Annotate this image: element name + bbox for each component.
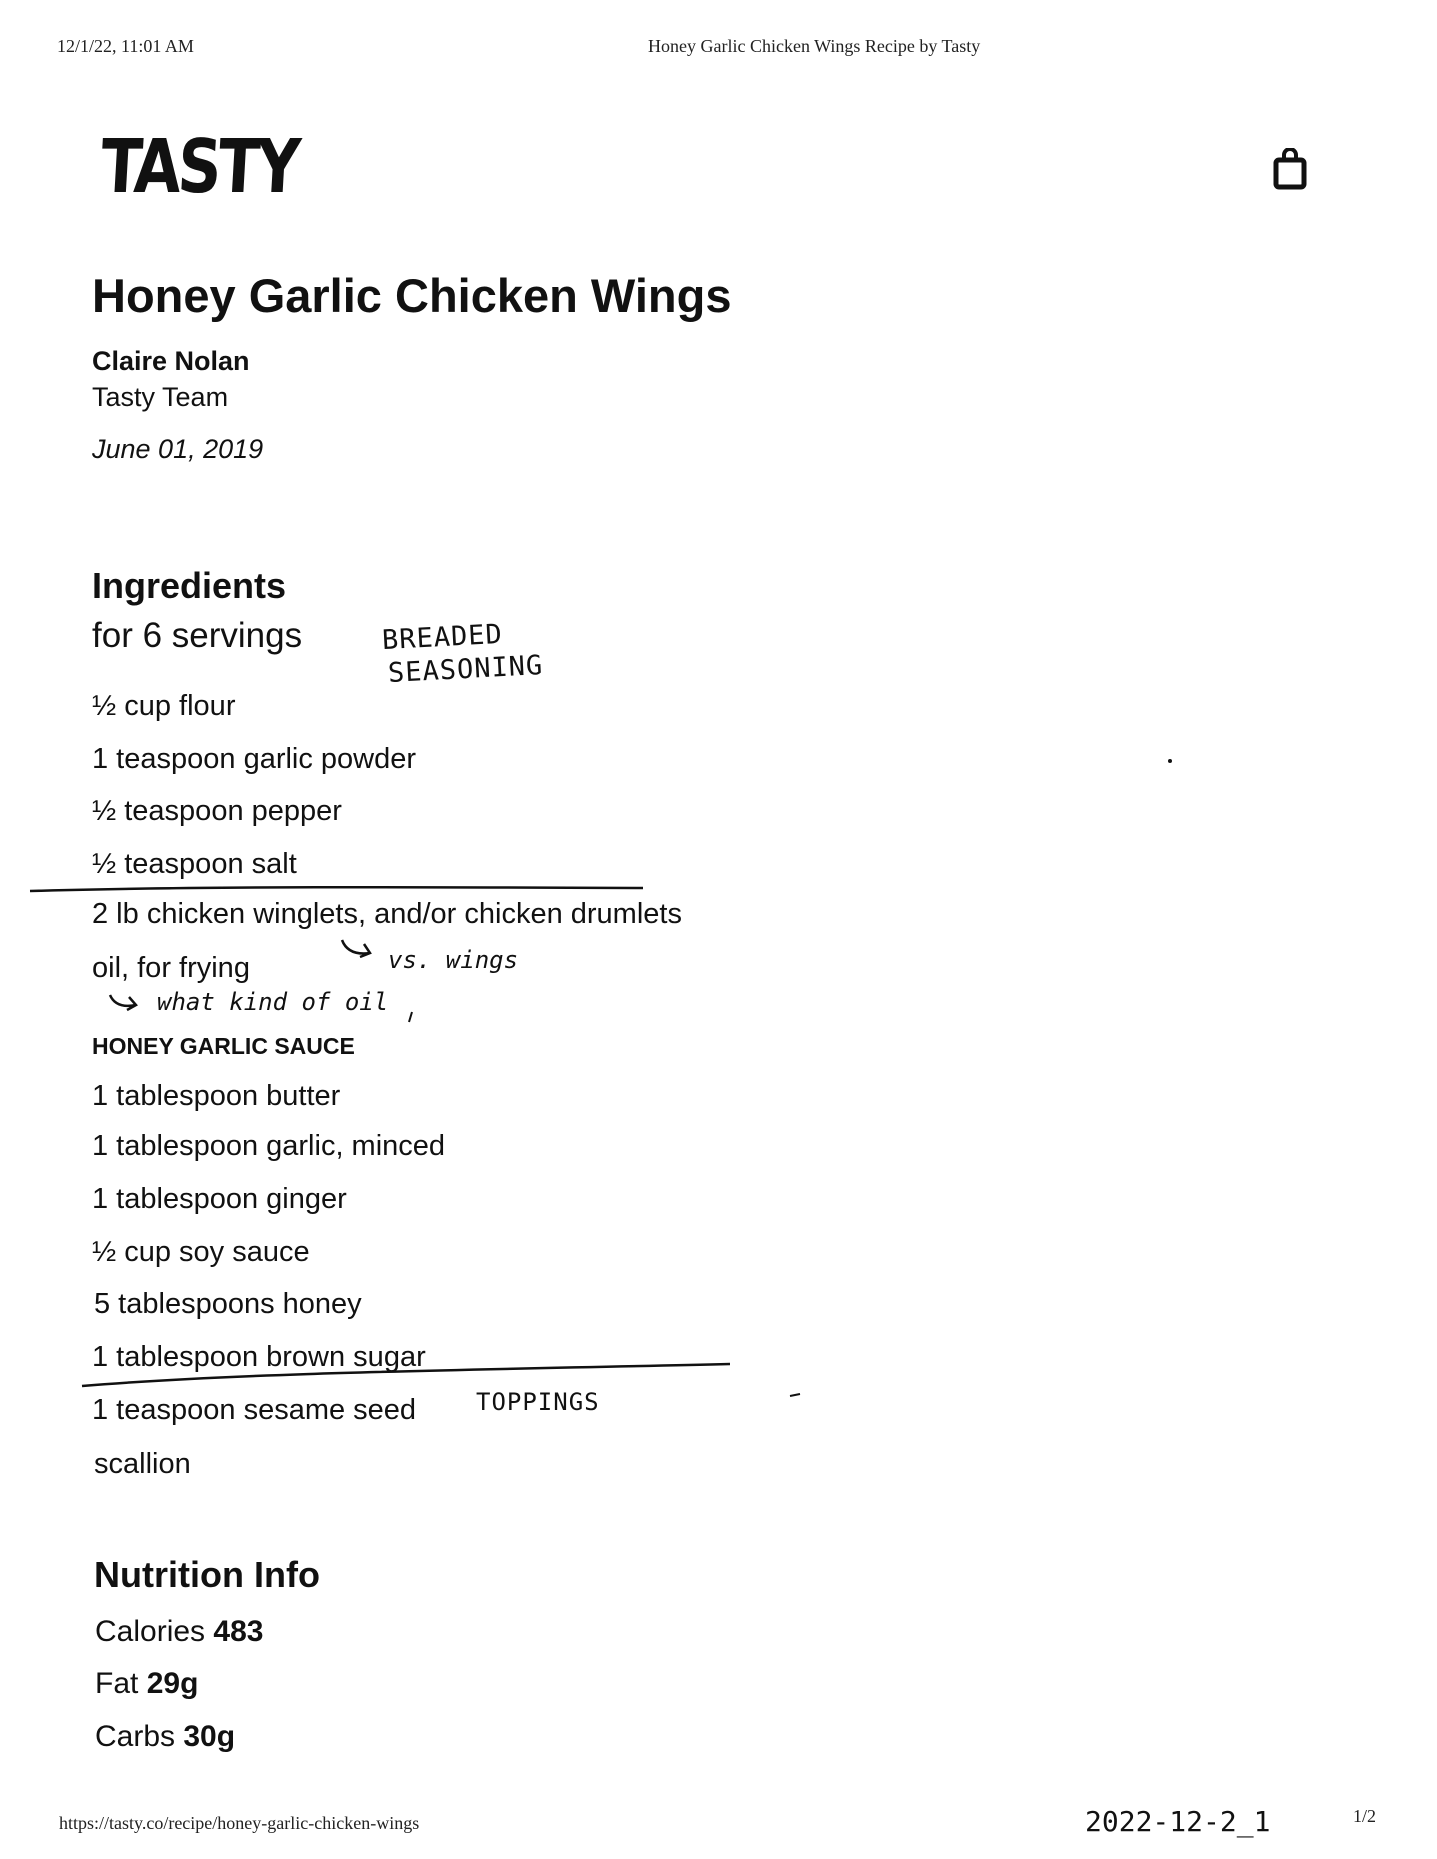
- sauce-subheading: HONEY GARLIC SAUCE: [92, 1033, 355, 1059]
- ingredient-item: ½ cup flour: [92, 690, 236, 722]
- nutrition-value: 30g: [183, 1720, 236, 1753]
- sauce-item: 1 tablespoon garlic, minced: [92, 1130, 446, 1162]
- print-url[interactable]: https://tasty.co/recipe/honey-garlic-chicken-wings: [59, 1813, 420, 1833]
- nutrition-value: 29g: [146, 1667, 199, 1700]
- nutrition-value: 483: [213, 1615, 264, 1648]
- author-team: Tasty Team: [92, 382, 229, 412]
- sauce-item: 1 tablespoon brown sugar: [92, 1341, 426, 1373]
- note-oil-question: what kind of oil: [157, 988, 389, 1016]
- servings-label: for 6 servings: [92, 616, 303, 655]
- note-vs-wings: vs. wings: [388, 946, 519, 974]
- sauce-item: 5 tablespoons honey: [94, 1288, 362, 1320]
- ingredient-item: 1 teaspoon garlic powder: [92, 743, 417, 775]
- print-page-title: Honey Garlic Chicken Wings Recipe by Tasty: [648, 36, 981, 56]
- sauce-item: scallion: [94, 1448, 191, 1480]
- nutrition-label: Fat: [95, 1667, 139, 1700]
- ingredient-item: ½ teaspoon salt: [92, 848, 297, 880]
- print-datetime: 12/1/22, 11:01 AM: [57, 36, 194, 56]
- nutrition-heading: Nutrition Info: [94, 1554, 320, 1595]
- note-seasoning: SEASONING: [387, 649, 545, 690]
- ingredient-item: ½ teaspoon pepper: [92, 795, 342, 827]
- nutrition-label: Calories: [95, 1615, 206, 1648]
- note-toppings: TOPPINGS: [476, 1388, 600, 1416]
- sauce-item: 1 tablespoon ginger: [92, 1183, 347, 1215]
- tasty-logo[interactable]: TASTY: [98, 124, 300, 210]
- note-breaded: BREADED: [381, 618, 504, 657]
- sauce-item: ½ cup soy sauce: [92, 1236, 310, 1268]
- sauce-item: 1 tablespoon butter: [92, 1080, 341, 1112]
- publish-date: June 01, 2019: [92, 434, 264, 464]
- author-name[interactable]: Claire Nolan: [92, 346, 250, 376]
- recipe-title: Honey Garlic Chicken Wings: [92, 269, 732, 322]
- print-page-number: 1/2: [1353, 1806, 1377, 1826]
- ingredient-item: oil, for frying: [92, 952, 250, 984]
- scan-id-note: 2022-12-2_1: [1085, 1805, 1271, 1838]
- ingredients-heading: Ingredients: [92, 565, 287, 606]
- sauce-item: 1 teaspoon sesame seed: [92, 1394, 417, 1426]
- nutrition-label: Carbs: [95, 1720, 176, 1753]
- ingredient-item: 2 lb chicken winglets, and/or chicken drumlets: [92, 898, 682, 930]
